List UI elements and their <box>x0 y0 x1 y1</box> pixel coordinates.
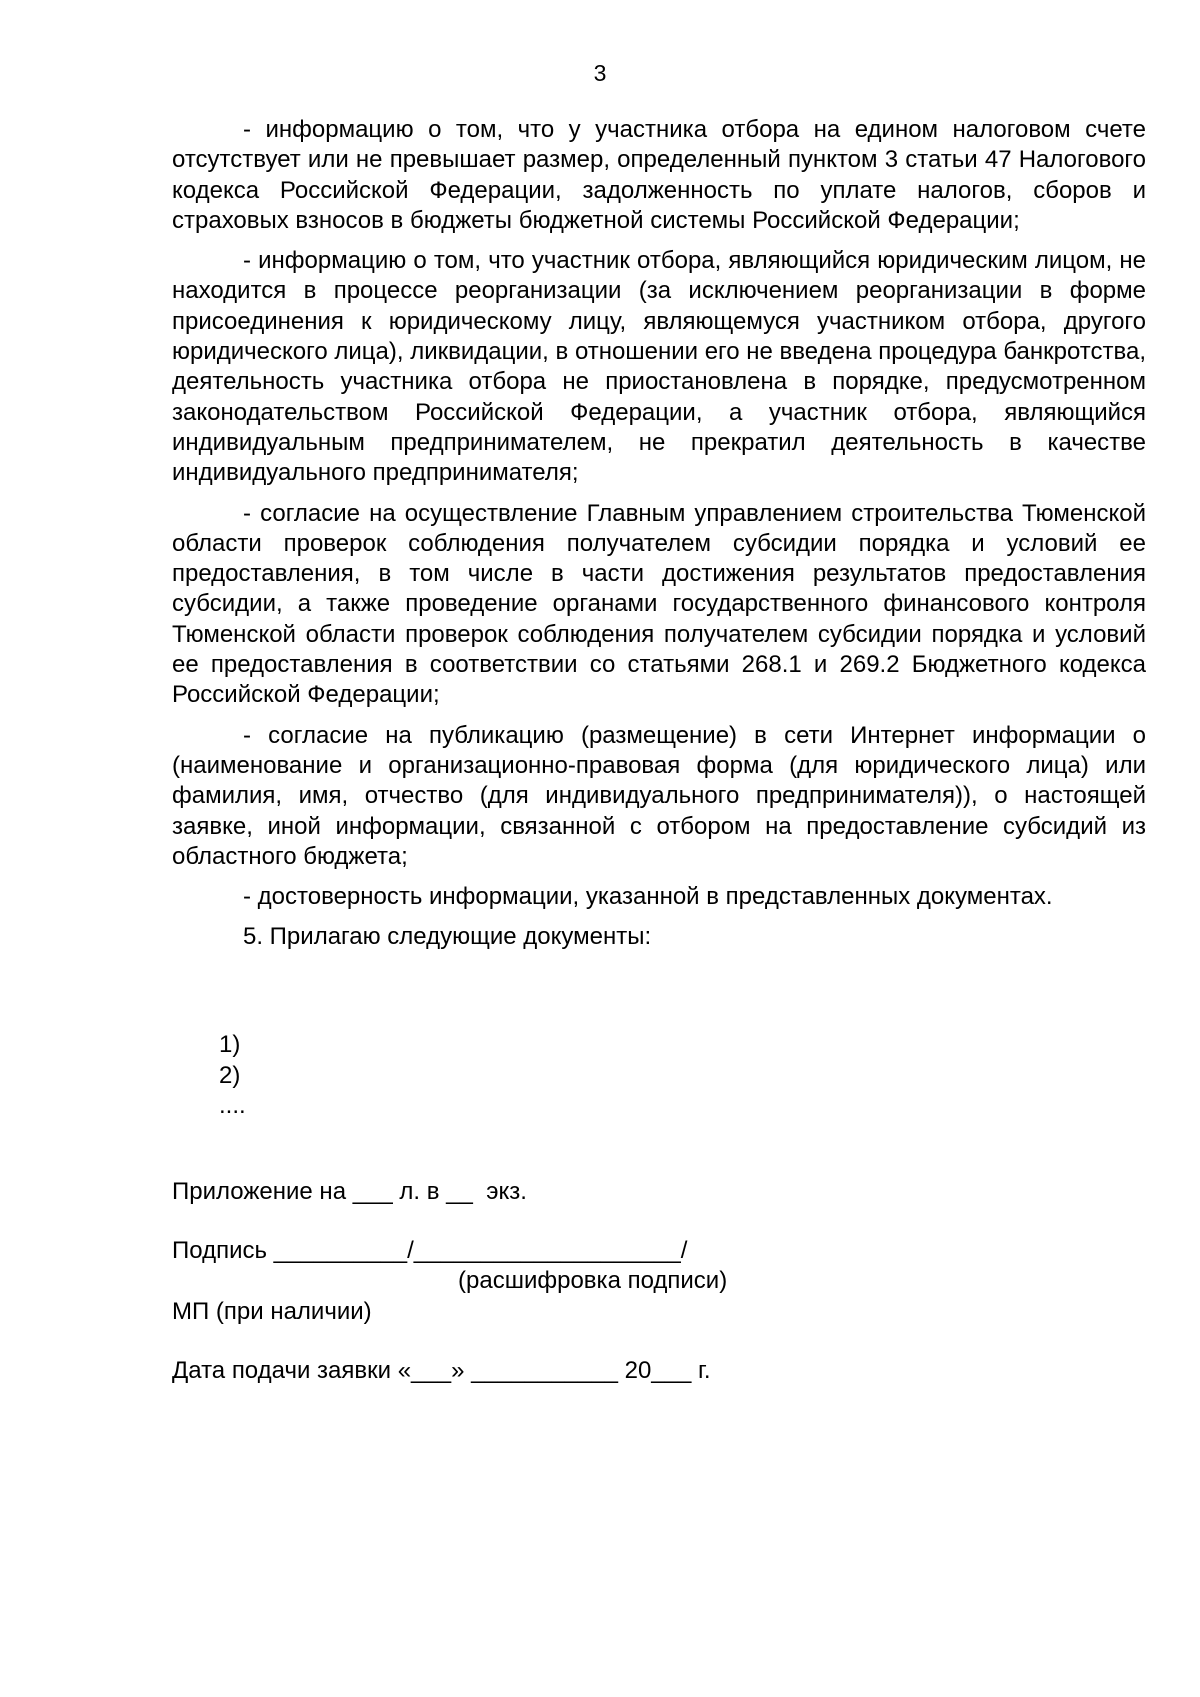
list-item: 2) <box>219 1061 241 1089</box>
paragraph-reorganization: - информацию о том, что участник отбора, являющийся юридическим лицом, не находится в процессе реорганизации (за исключением реорганизации в форме присоединения к юридическому лицу, являющемуся участником отбора, другого юридического лица), ликвидации, в отношении его не введена процедура банкротства, деятельность участника отбора не приостановлена в порядке, предусмотренном законодательством Российской Федерации, а участник отбора, являющийся индивидуальным предпринимателем, не прекратил деятельность в качестве индивидуального предпринимателя; <box>172 247 1146 487</box>
paragraph-publication-consent: - согласие на публикацию (размещение) в сети Интернет информации о (наименование и организационно-правовая форма (для юридического лица) или фамилия, имя, отчество (для индивидуального предпринимателя)), о настоящей заявке, иной информации, связанной с отбором на предоставление субсидий из областного бюджета; <box>172 721 1146 870</box>
list-item: .... <box>219 1092 246 1119</box>
document-body <box>172 115 1146 963</box>
paragraph-tax-debt: - информацию о том, что у участника отбора на едином налоговом счете отсутствует или не превышает размер, определенный пунктом 3 статьи 47 Налогового кодекса Российской Федерации, задолженность по уплате налогов, сборов и страховых взносов в бюджеты бюджетной системы Российской Федерации; <box>172 116 1146 234</box>
list-item: 1) <box>219 1031 241 1058</box>
signature-caption: (расшифровка подписи) <box>458 1267 728 1294</box>
submission-date-line: Дата подачи заявки «___» ___________ 20___ г. <box>172 1357 711 1384</box>
page-number: 3 <box>593 60 607 86</box>
paragraph-attachments-heading: 5. Прилагаю следующие документы: <box>243 923 652 951</box>
paragraph-reliability: - достоверность информации, указанной в представленных документах. <box>243 883 1053 911</box>
attachment-count-line: Приложение на ___ л. в __ экз. <box>172 1178 527 1205</box>
paragraph-audit-consent: - согласие на осуществление Главным управлением строительства Тюменской области проверок соблюдения получателем субсидии порядка и условий ее предоставления, в том числе в части достижения результатов предоставления субсидии, а также проведение органами государственного финансового контроля Тюменской области проверок соблюдения получателем субсидии порядка и условий ее предоставления в соответствии со статьями 268.1 и 269.2 Бюджетного кодекса Российской Федерации; <box>172 499 1146 709</box>
stamp-line: МП (при наличии) <box>172 1298 372 1325</box>
signature-line: Подпись __________/____________________/ <box>172 1237 688 1264</box>
attachment-list <box>219 1030 246 1122</box>
